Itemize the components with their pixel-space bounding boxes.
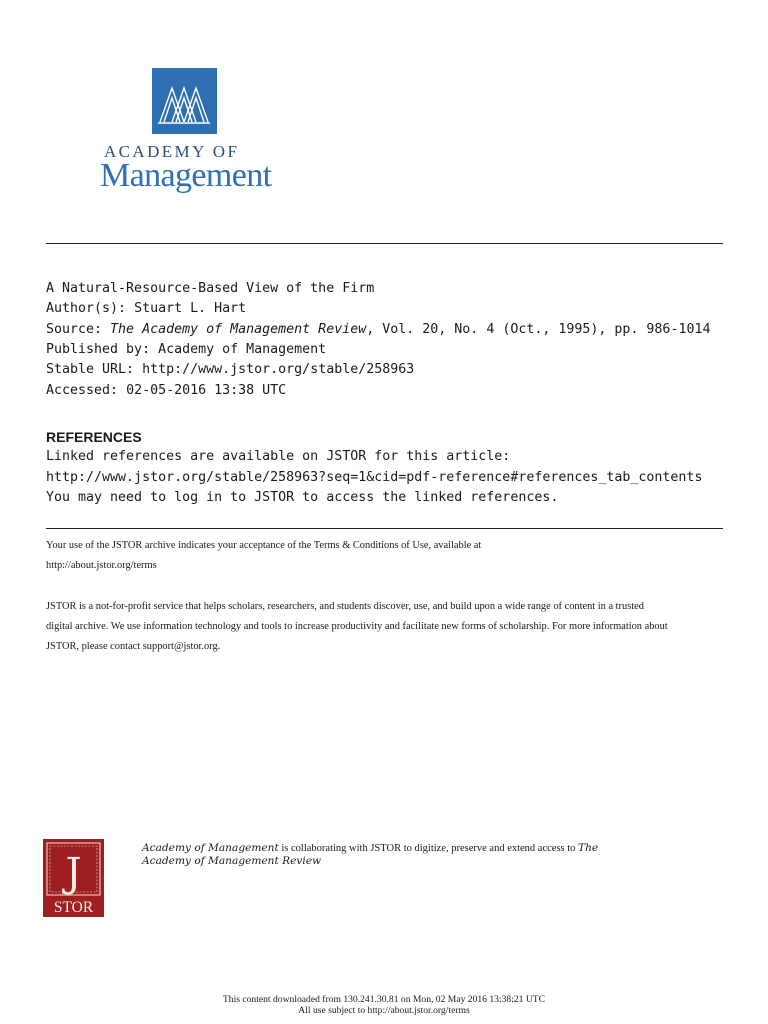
footer-download-info: This content downloaded from 130.241.30.81 on Mon, 02 May 2016 13:38:21 UTC: [222, 994, 546, 1005]
collaboration-journal-part-1: The: [578, 842, 599, 854]
middle-divider: [46, 528, 723, 529]
source-label: Source:: [46, 322, 111, 337]
article-source: [46, 323, 710, 336]
terms-link[interactable]: http://about.jstor.org/terms: [46, 560, 157, 571]
stable-url-link[interactable]: http://www.jstor.org/stable/258963: [142, 362, 415, 377]
author-label: Author(s):: [46, 301, 135, 316]
article-title: A Natural-Resource-Based View of the Firm: [46, 281, 375, 296]
aom-mountain-icon: [152, 68, 217, 134]
references-note: Linked references are available on JSTOR for this article:: [46, 449, 511, 464]
logo-text-management: Management: [100, 157, 272, 194]
jstor-logo: [43, 839, 104, 917]
about-jstor-line-2: digital archive. We use information technology and tools to increase productivity and facilitate new forms of scholarship. For more information about: [46, 621, 668, 632]
author-name: Stuart L. Hart: [134, 301, 247, 316]
source-journal: The Academy of Management Review: [110, 322, 367, 337]
collaboration-journal-part-2: Academy of Management Review: [142, 855, 322, 867]
about-jstor-line-1: JSTOR is a not-for-profit service that helps scholars, researchers, and students discover, use, and build upon a wide range of content in a trusted: [46, 601, 644, 612]
accessed-label: Accessed:: [46, 383, 127, 398]
article-author: [46, 302, 246, 315]
references-heading: REFERENCES: [46, 429, 142, 445]
references-link[interactable]: http://www.jstor.org/stable/258963?seq=1&cid=pdf-reference#references_tab_contents: [46, 470, 703, 485]
publisher-label: Published by:: [46, 342, 159, 357]
terms-text: Your use of the JSTOR archive indicates your acceptance of the Terms & Conditions of Use, available at: [46, 540, 482, 551]
collaboration-line-2: [142, 856, 321, 868]
accessed-date: 02-05-2016 13:38 UTC: [126, 383, 287, 398]
source-details: , Vol. 20, No. 4 (Oct., 1995), pp. 986-1014: [366, 322, 711, 337]
about-jstor-line-3: JSTOR, please contact support@jstor.org.: [46, 641, 221, 652]
collaboration-org: Academy of Management: [142, 842, 279, 854]
stable-url-label: Stable URL:: [46, 362, 143, 377]
top-divider: [46, 243, 723, 244]
references-login-note: You may need to log in to JSTOR to access the linked references.: [46, 490, 559, 505]
academy-of-management-logo: [100, 66, 280, 206]
jstor-logo-text: STOR: [53, 899, 94, 916]
publisher-name: Academy of Management: [158, 342, 327, 357]
article-accessed: [46, 384, 286, 397]
footer-terms: All use subject to http://about.jstor.org/terms: [298, 1005, 470, 1016]
collaboration-line-1: [142, 843, 598, 855]
jstor-logo-letter: J: [65, 850, 82, 896]
article-stable-url: [46, 363, 414, 376]
logo-text-academy-of: ACADEMY OF: [104, 142, 240, 161]
collaboration-text: is collaborating with JSTOR to digitize, preserve and extend access to: [278, 843, 579, 854]
article-publisher: [46, 343, 326, 356]
